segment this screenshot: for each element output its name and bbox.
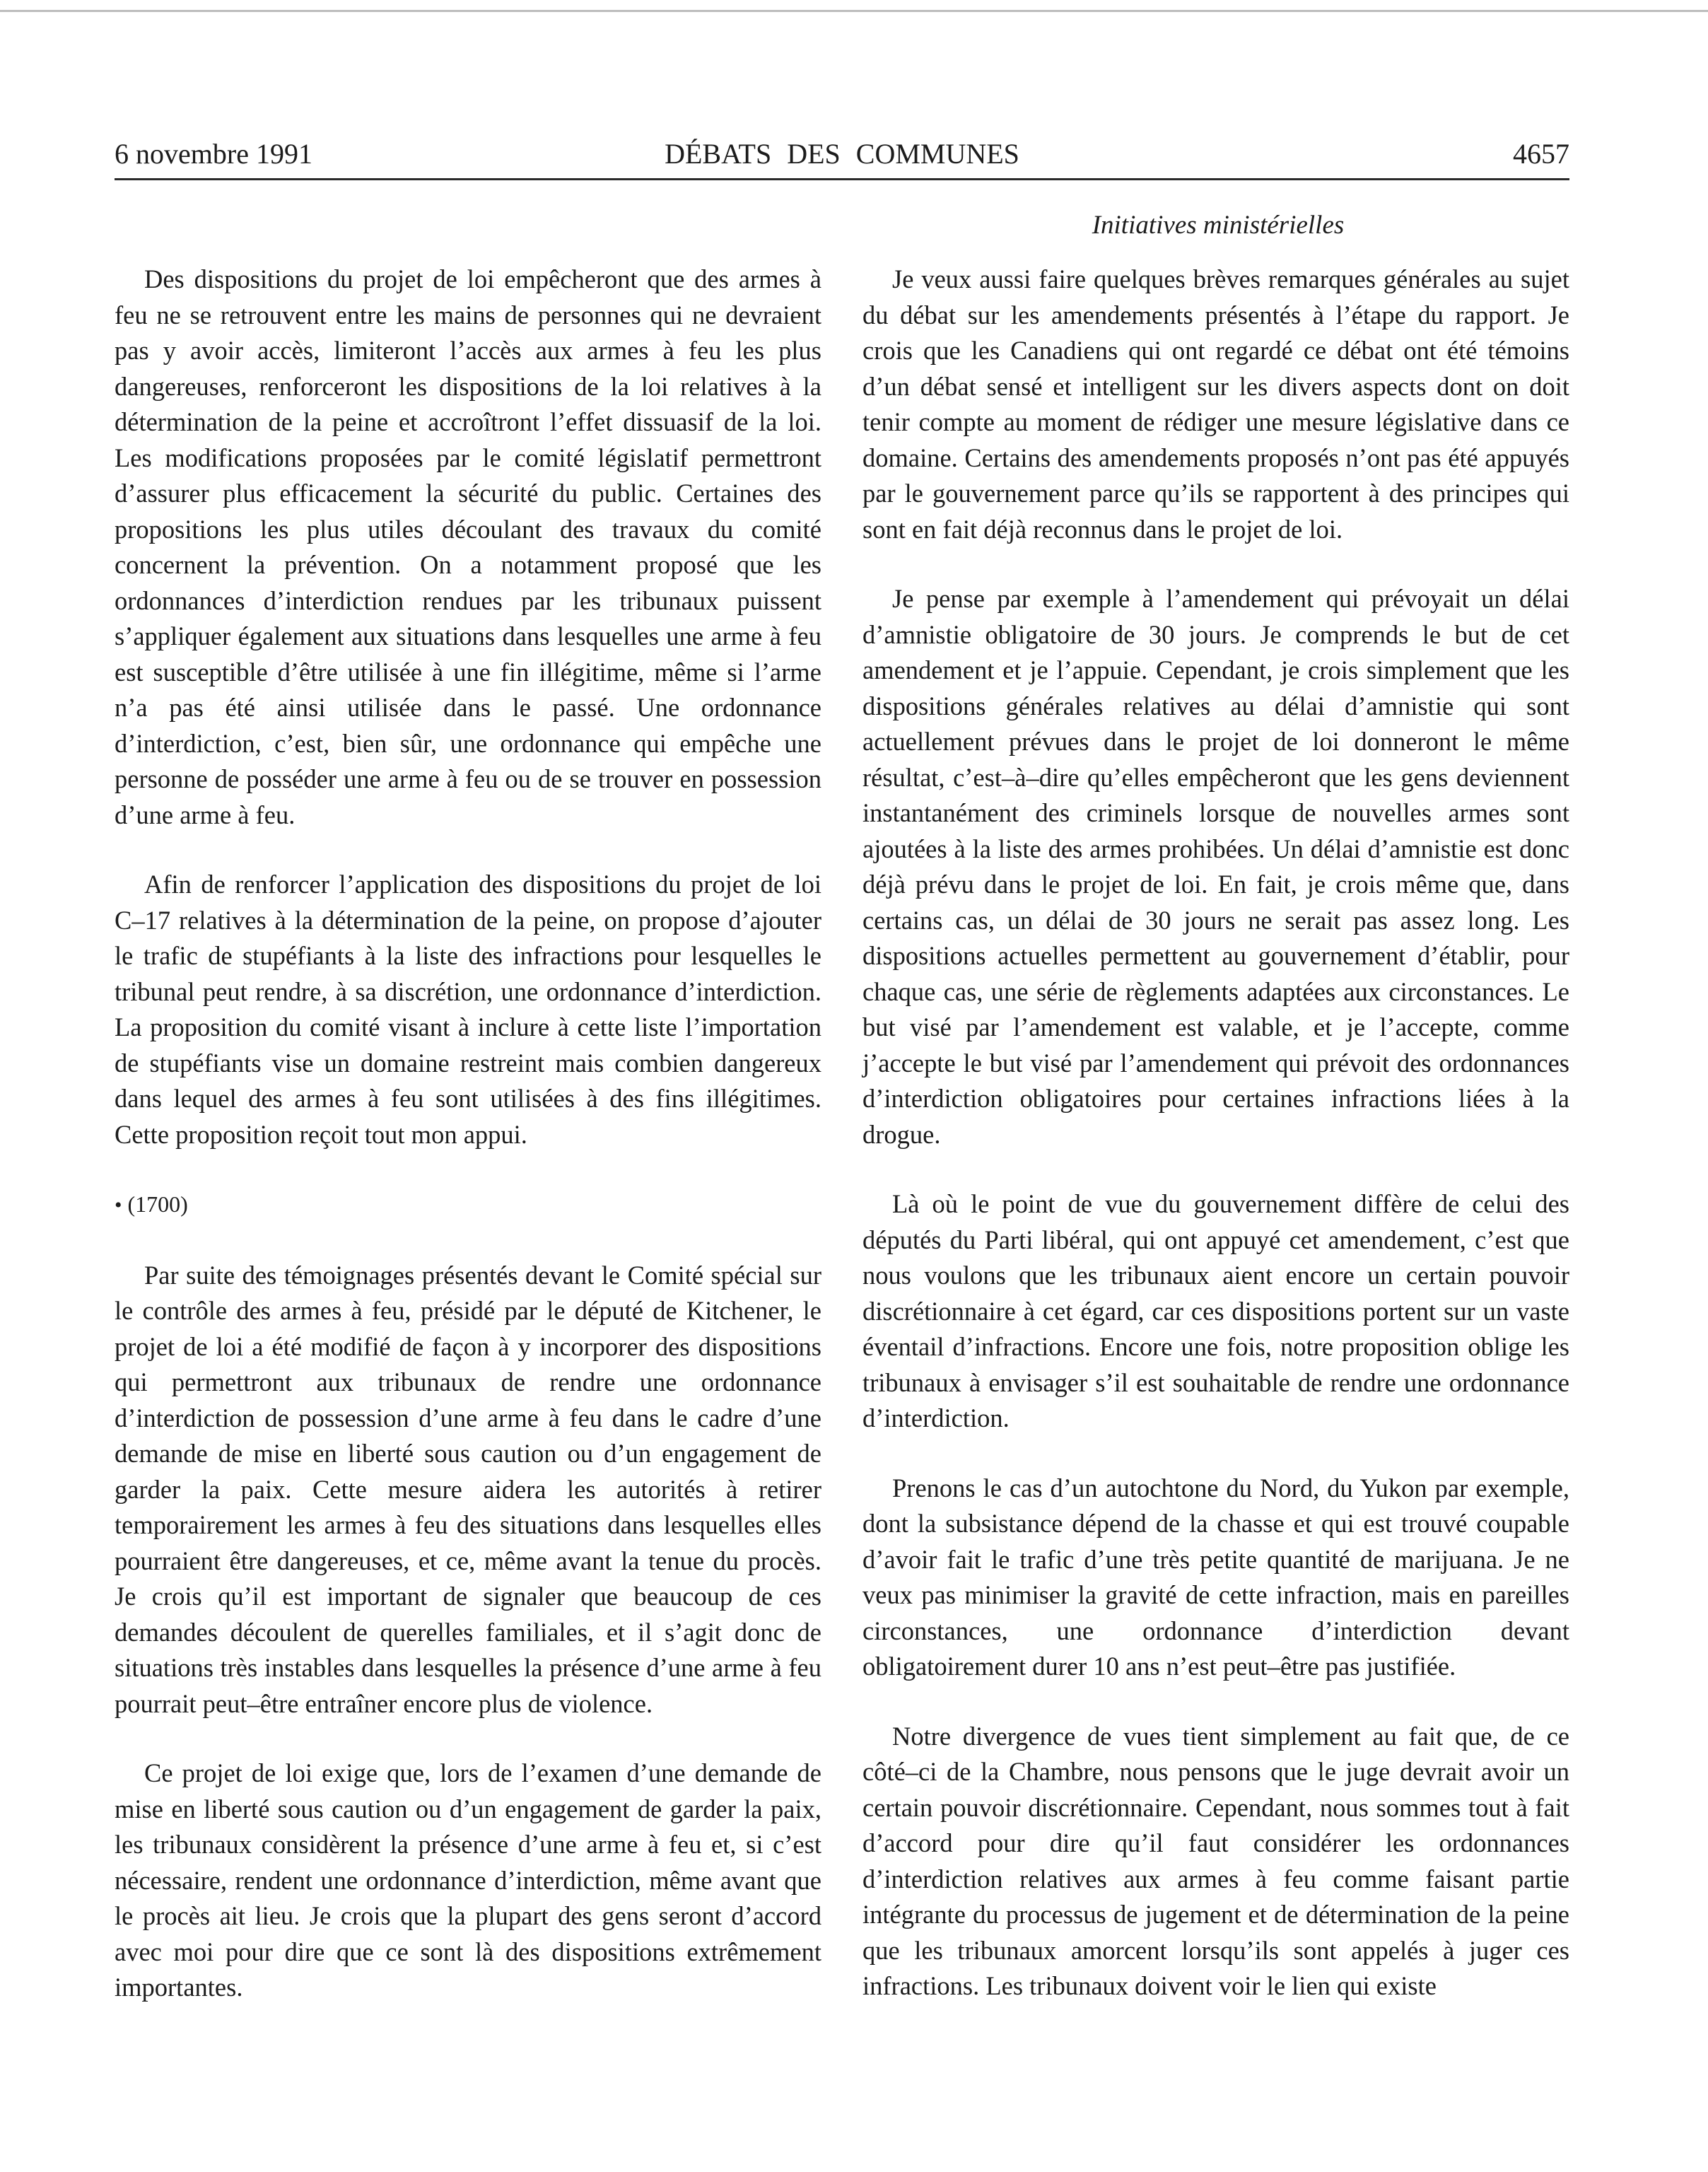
scan-edge-line xyxy=(0,10,1708,12)
header-page-number: 4657 xyxy=(1513,138,1569,170)
paragraph: Là où le point de vue du gouvernement diffère de celui des députés du Parti libéral, qui ont appuyé cet amendement, c’est que nous voulons que les tribunaux aient encore un certain pouvoir discrétionnaire à cet égard, car ces dispositions portent sur un vaste éventail d’infractions. Encore une fois, notre proposition oblige les tribunaux à envisager s’il est souhaitable de rendre une ordonnance d’interdiction. xyxy=(862,1189,1569,1432)
paragraph: Notre divergence de vues tient simplement au fait que, de ce côté–ci de la Chambre, nous pensons que le juge devrait avoir un certain pouvoir discrétionnaire. Cependant, nous sommes tout à fait d’accord pour dire qu’il faut considérer les ordonnances d’interdiction relatives aux armes à feu comme faisant partie intégrante du processus de jugement et de détermination de la peine que les tribunaux amorcent lorsqu’ils sont appelés à juger ces infractions. Les tribunaux doivent voir le lien qui existe xyxy=(862,1721,1569,2000)
paragraph: Ce projet de loi exige que, lors de l’examen d’une demande de mise en liberté sous caution ou d’un engagement de garder la paix, les tribunaux considèrent la présence d’une arme à feu et, si c’est nécessaire, rendent une ordonnance d’interdiction, même avant que le procès ait lieu. Je crois que la plupart des gens seront d’accord avec moi pour dire que ce sont là des dispositions extrêmement importantes. xyxy=(115,1758,821,2002)
paragraph: Prenons le cas d’un autochtone du Nord, du Yukon par exemple, dont la subsistance dépend de la chasse et qui est trouvé coupable d’avoir fait le trafic d’une très petite quantité de marijuana. Je ne veux pas minimiser la gravité de cette infraction, mais en pareilles circonstances, une ordonnance d’interdiction devant obligatoirement durer 10 ans n’est peut–être pas justifiée. xyxy=(862,1473,1569,1681)
timestamp-text: (1700) xyxy=(127,1191,188,1217)
right-column xyxy=(862,262,1569,2038)
header-date: 6 novembre 1991 xyxy=(115,138,312,170)
paragraph: Je veux aussi faire quelques brèves remarques générales au sujet du débat sur les amendements présentés à l’étape du rapport. Je crois que les Canadiens qui ont regardé ce débat ont été témoins d’un débat sensé et intelligent sur les divers aspects dont on doit tenir compte au moment de rédiger une mesure législative dans ce domaine. Certains des amendements proposés n’ont pas été appuyés par le gouvernement parce qu’ils se rapportent à des principes qui sont en fait déjà reconnus dans le projet de loi. xyxy=(862,264,1569,544)
left-column xyxy=(115,262,821,2040)
bullet-icon: • xyxy=(115,1193,122,1217)
running-header xyxy=(115,133,1569,175)
paragraph: Par suite des témoignages présentés devant le Comité spécial sur le contrôle des armes à feu, présidé par le député de Kitchener, le projet de loi a été modifié de façon à y incorporer des dispositions qui permettront aux tribunaux de rendre une ordonnance d’interdiction de possession d’une arme à feu dans le cadre d’une demande de mise en liberté sous caution ou d’un engagement de garder la paix. Cette mesure aidera les autorités à retirer temporairement les armes à feu des situations dans lesquelles elles pourraient être dangereuses, et ce, même avant la tenue du procès. Je crois qu’il est important de signaler que beaucoup de ces demandes découlent de querelles familiales, et il s’agit donc de situations très instables dans lesquelles la présence d’une arme à feu pourrait peut–être entraîner encore plus de violence. xyxy=(115,1260,821,1718)
section-title: Initiatives ministérielles xyxy=(1092,211,1345,240)
header-journal-title: DÉBATS DES COMMUNES xyxy=(665,138,1019,170)
timestamp-marker xyxy=(115,1186,821,1224)
paragraph: Des dispositions du projet de loi empêcheront que des armes à feu ne se retrouvent entre les mains de personnes qui ne devraient pas y avoir accès, limiteront l’accès aux armes à feu les plus dangereuses, renforceront les dispositions de la loi relatives à la détermination de la peine et accroîtront l’effet dissuasif de la loi. Les modifications proposées par le comité législatif permettront d’assurer plus efficacement la sécurité du public. Certaines des propositions les plus utiles découlant des travaux du comité concernent la prévention. On a notamment proposé que les ordonnances d’interdiction rendues par les tribunaux puissent s’appliquer également aux situations dans lesquelles une arme à feu est susceptible d’être utilisée à une fin illégitime, même si l’arme n’a pas été ainsi utilisée dans le passé. Une ordonnance d’interdiction, c’est, bien sûr, une ordonnance qui empêche une personne de posséder une arme à feu ou de se trouver en possession d’une arme à feu. xyxy=(115,264,821,829)
paragraph: Afin de renforcer l’application des dispositions du projet de loi C–17 relatives à la détermination de la peine, on propose d’ajouter le trafic de stupéfiants à la liste des infractions pour lesquelles le tribunal peut rendre, à sa discrétion, une ordonnance d’interdiction. La proposition du comité visant à inclure à cette liste l’importation de stupéfiants vise un domaine restreint mais combien dangereux dans lequel des armes à feu sont utilisées à des fins illégitimes. Cette proposition reçoit tout mon appui. xyxy=(115,870,821,1149)
paragraph: Je pense par exemple à l’amendement qui prévoyait un délai d’amnistie obligatoire de 30 jours. Je comprends le but de cet amendement et je l’appuie. Cependant, je crois simplement que les dispositions générales relatives au délai d’amnistie qui sont actuellement prévues dans le projet de loi donneront le même résultat, c’est–à–dire qu’elles empêcheront que les gens deviennent instantanément des criminels lorsque de nouvelles armes sont ajoutées à la liste des armes prohibées. Un délai d’amnistie est donc déjà prévu dans le projet de loi. En fait, je crois même que, dans certains cas, un délai de 30 jours ne serait pas assez long. Les dispositions actuelles permettent au gouvernement d’établir, pour chaque cas, une série de règlements adaptées aux circonstances. Le but visé par l’amendement est valable, et je l’accepte, comme j’accepte le but visé par l’amendement qui prévoit des ordonnances d’interdiction obligatoires pour certaines infractions liées à la drogue. xyxy=(862,584,1569,1149)
header-rule xyxy=(115,178,1569,180)
